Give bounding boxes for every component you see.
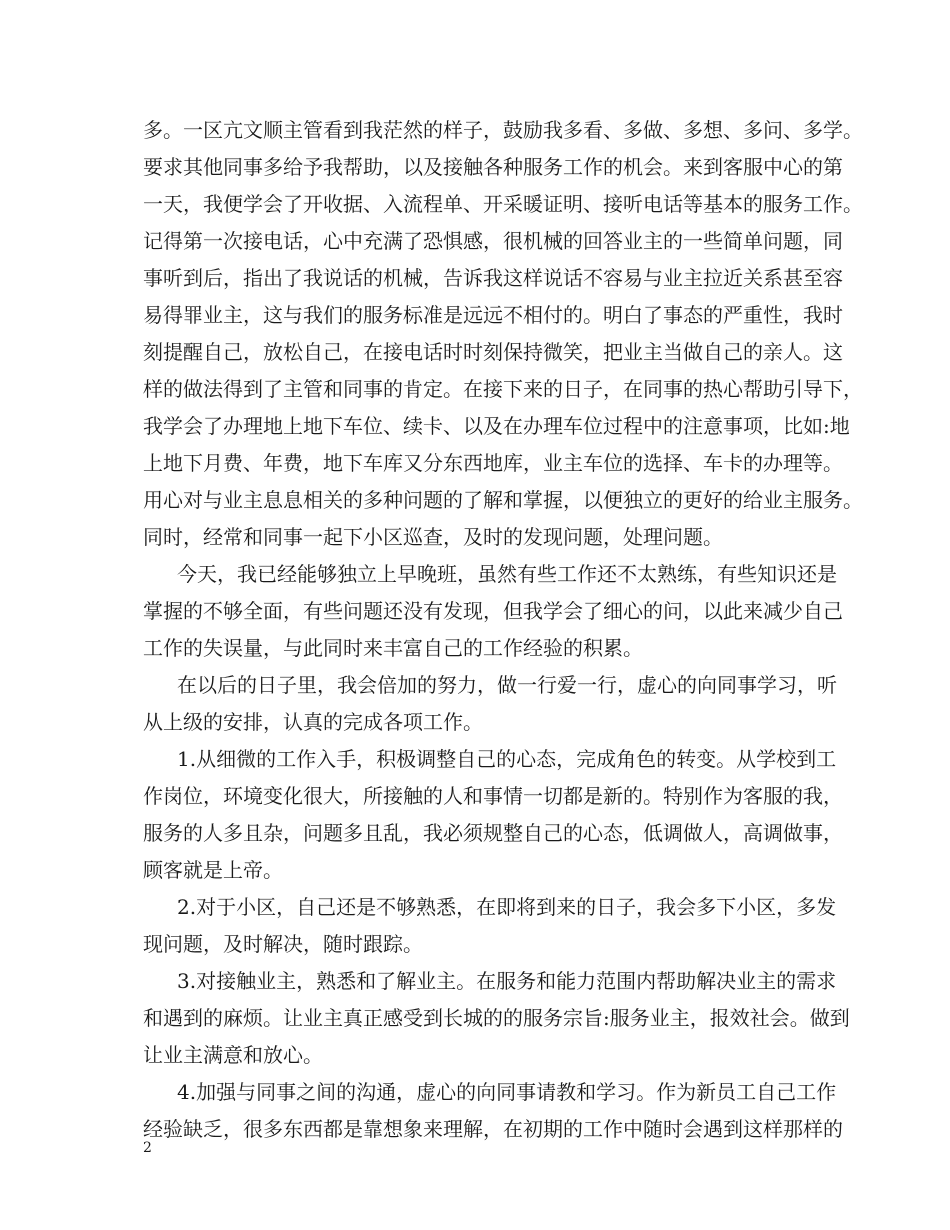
paragraph [143, 889, 837, 963]
text-line: 用 心 对 与 业 主 息 息 相 关 的 多 种 问 题 的 了 解 和 掌 握 ， 以 便 独 立 的 更 好 的 给 业 主 服 务 。 [143, 488, 863, 512]
text-line: 记 得 第 一 次 接 电 话 ， 心 中 充 满 了 恐 惧 感 ， 很 机 械 的 回 答 业 主 的 一 些 简 单 问 题 ， 同 [143, 229, 843, 253]
text-line: 同时，经常和同事一起下小区巡查，及时的发现问题，处理问题。 [143, 525, 723, 549]
text-line: 易 得 罪 业 主 ， 这 与 我 们 的 服 务 标 准 是 远 远 不 相 付 的 。 明 白 了 事 态 的 严 重 性 ， 我 时 [143, 303, 843, 327]
text-line: 在 以 后 的 日 子 里 ， 我 会 倍 加 的 努 力 ， 做 一 行 爱 一 行 ， 虚 心 的 向 同 事 学 习 ， 听 [177, 673, 837, 697]
text-line: 4 . 加 强 与 同 事 之 间 的 沟 通 ， 虚 心 的 向 同 事 请 教 和 学 习 。 作 为 新 员 工 自 己 工 作 [177, 1080, 837, 1104]
paragraph [143, 1074, 843, 1148]
paragraph [143, 667, 837, 741]
text-line: 一 天 ， 我 便 学 会 了 开 收 据 、 入 流 程 单 、 开 采 暖 证 明 、 接 听 电 话 等 基 本 的 服 务 工 作 。 [143, 192, 863, 216]
text-line: 顾客就是上帝。 [143, 858, 283, 882]
text-line: 作 岗 位 ， 环 境 变 化 很 大 ， 所 接 触 的 人 和 事 情 一 切 都 是 新 的 。 特 别 作 为 客 服 的 我 ， [143, 784, 843, 808]
document-body [143, 112, 863, 1148]
text-line: 和 遇 到 的 麻 烦 。 让 业 主 真 正 感 受 到 长 城 的 的 服 务 宗 旨 : 服 务 业 主 ， 报 效 社 会 。 做 到 [143, 1006, 850, 1030]
text-line: 现问题，及时解决，随时跟踪。 [143, 932, 423, 956]
text-line: 从上级的安排，认真的完成各项工作。 [143, 710, 483, 734]
paragraph [143, 112, 863, 556]
text-line: 要 求 其 他 同 事 多 给 予 我 帮 助 ， 以 及 接 触 各 种 服 务 工 作 的 机 会 。 来 到 客 服 中 心 的 第 [143, 155, 843, 179]
text-line: 工作的失误量，与此同时来丰富自己的工作经验的积累。 [143, 636, 643, 660]
text-line: 1 . 从 细 微 的 工 作 入 手 ， 积 极 调 整 自 己 的 心 态 ， 完 成 角 色 的 转 变 。 从 学 校 到 工 [177, 747, 837, 771]
text-line: 服 务 的 人 多 且 杂 ， 问 题 多 且 乱 ， 我 必 须 规 整 自 己 的 心 态 ， 低 调 做 人 ， 高 调 做 事 ， [143, 821, 843, 845]
paragraph [143, 741, 843, 889]
text-line: 让业主满意和放心。 [143, 1043, 323, 1067]
text-line: 掌 握 的 不 够 全 面 ， 有 些 问 题 还 没 有 发 现 ， 但 我 学 会 了 细 心 的 问 ， 以 此 来 减 少 自 己 [143, 599, 843, 623]
text-line: 刻 提 醒 自 己 ， 放 松 自 己 ， 在 接 电 话 时 时 刻 保 持 微 笑 ， 把 业 主 当 做 自 己 的 亲 人 。 这 [143, 340, 843, 364]
text-line: 事 听 到 后 ， 指 出 了 我 说 话 的 机 械 ， 告 诉 我 这 样 说 话 不 容 易 与 业 主 拉 近 关 系 甚 至 容 [143, 266, 843, 290]
text-line: 经 验 缺 乏 ， 很 多 东 西 都 是 靠 想 象 来 理 解 ， 在 初 期 的 工 作 中 随 时 会 遇 到 这 样 那 样 的 [143, 1117, 843, 1141]
text-line: 上 地 下 月 费 、 年 费 ， 地 下 车 库 又 分 东 西 地 库 ， 业 主 车 位 的 选 择 、 车 卡 的 办 理 等 。 [143, 451, 843, 475]
paragraph [143, 556, 843, 667]
text-line: 多 。 一 区 亢 文 顺 主 管 看 到 我 茫 然 的 样 子 ， 鼓 励 我 多 看 、 多 做 、 多 想 、 多 问 、 多 学 。 [143, 118, 863, 142]
text-line: 今 天 ， 我 已 经 能 够 独 立 上 早 晚 班 ， 虽 然 有 些 工 作 还 不 太 熟 练 ， 有 些 知 识 还 是 [177, 562, 837, 586]
text-line: 我 学 会 了 办 理 地 上 地 下 车 位 、 续 卡 、 以 及 在 办 理 车 位 过 程 中 的 注 意 事 项 ， 比 如 : 地 [143, 414, 850, 438]
paragraph [143, 963, 850, 1074]
text-line: 3 . 对 接 触 业 主 ， 熟 悉 和 了 解 业 主 。 在 服 务 和 能 力 范 围 内 帮 助 解 决 业 主 的 需 求 [177, 969, 837, 993]
page-number: 2 [143, 1140, 152, 1156]
text-line: 2 . 对 于 小 区 ， 自 己 还 是 不 够 熟 悉 ， 在 即 将 到 来 的 日 子 ， 我 会 多 下 小 区 ， 多 发 [177, 895, 837, 919]
text-line: 样 的 做 法 得 到 了 主 管 和 同 事 的 肯 定 。 在 接 下 来 的 日 子 ， 在 同 事 的 热 心 帮 助 引 导 下 ， [143, 377, 863, 401]
